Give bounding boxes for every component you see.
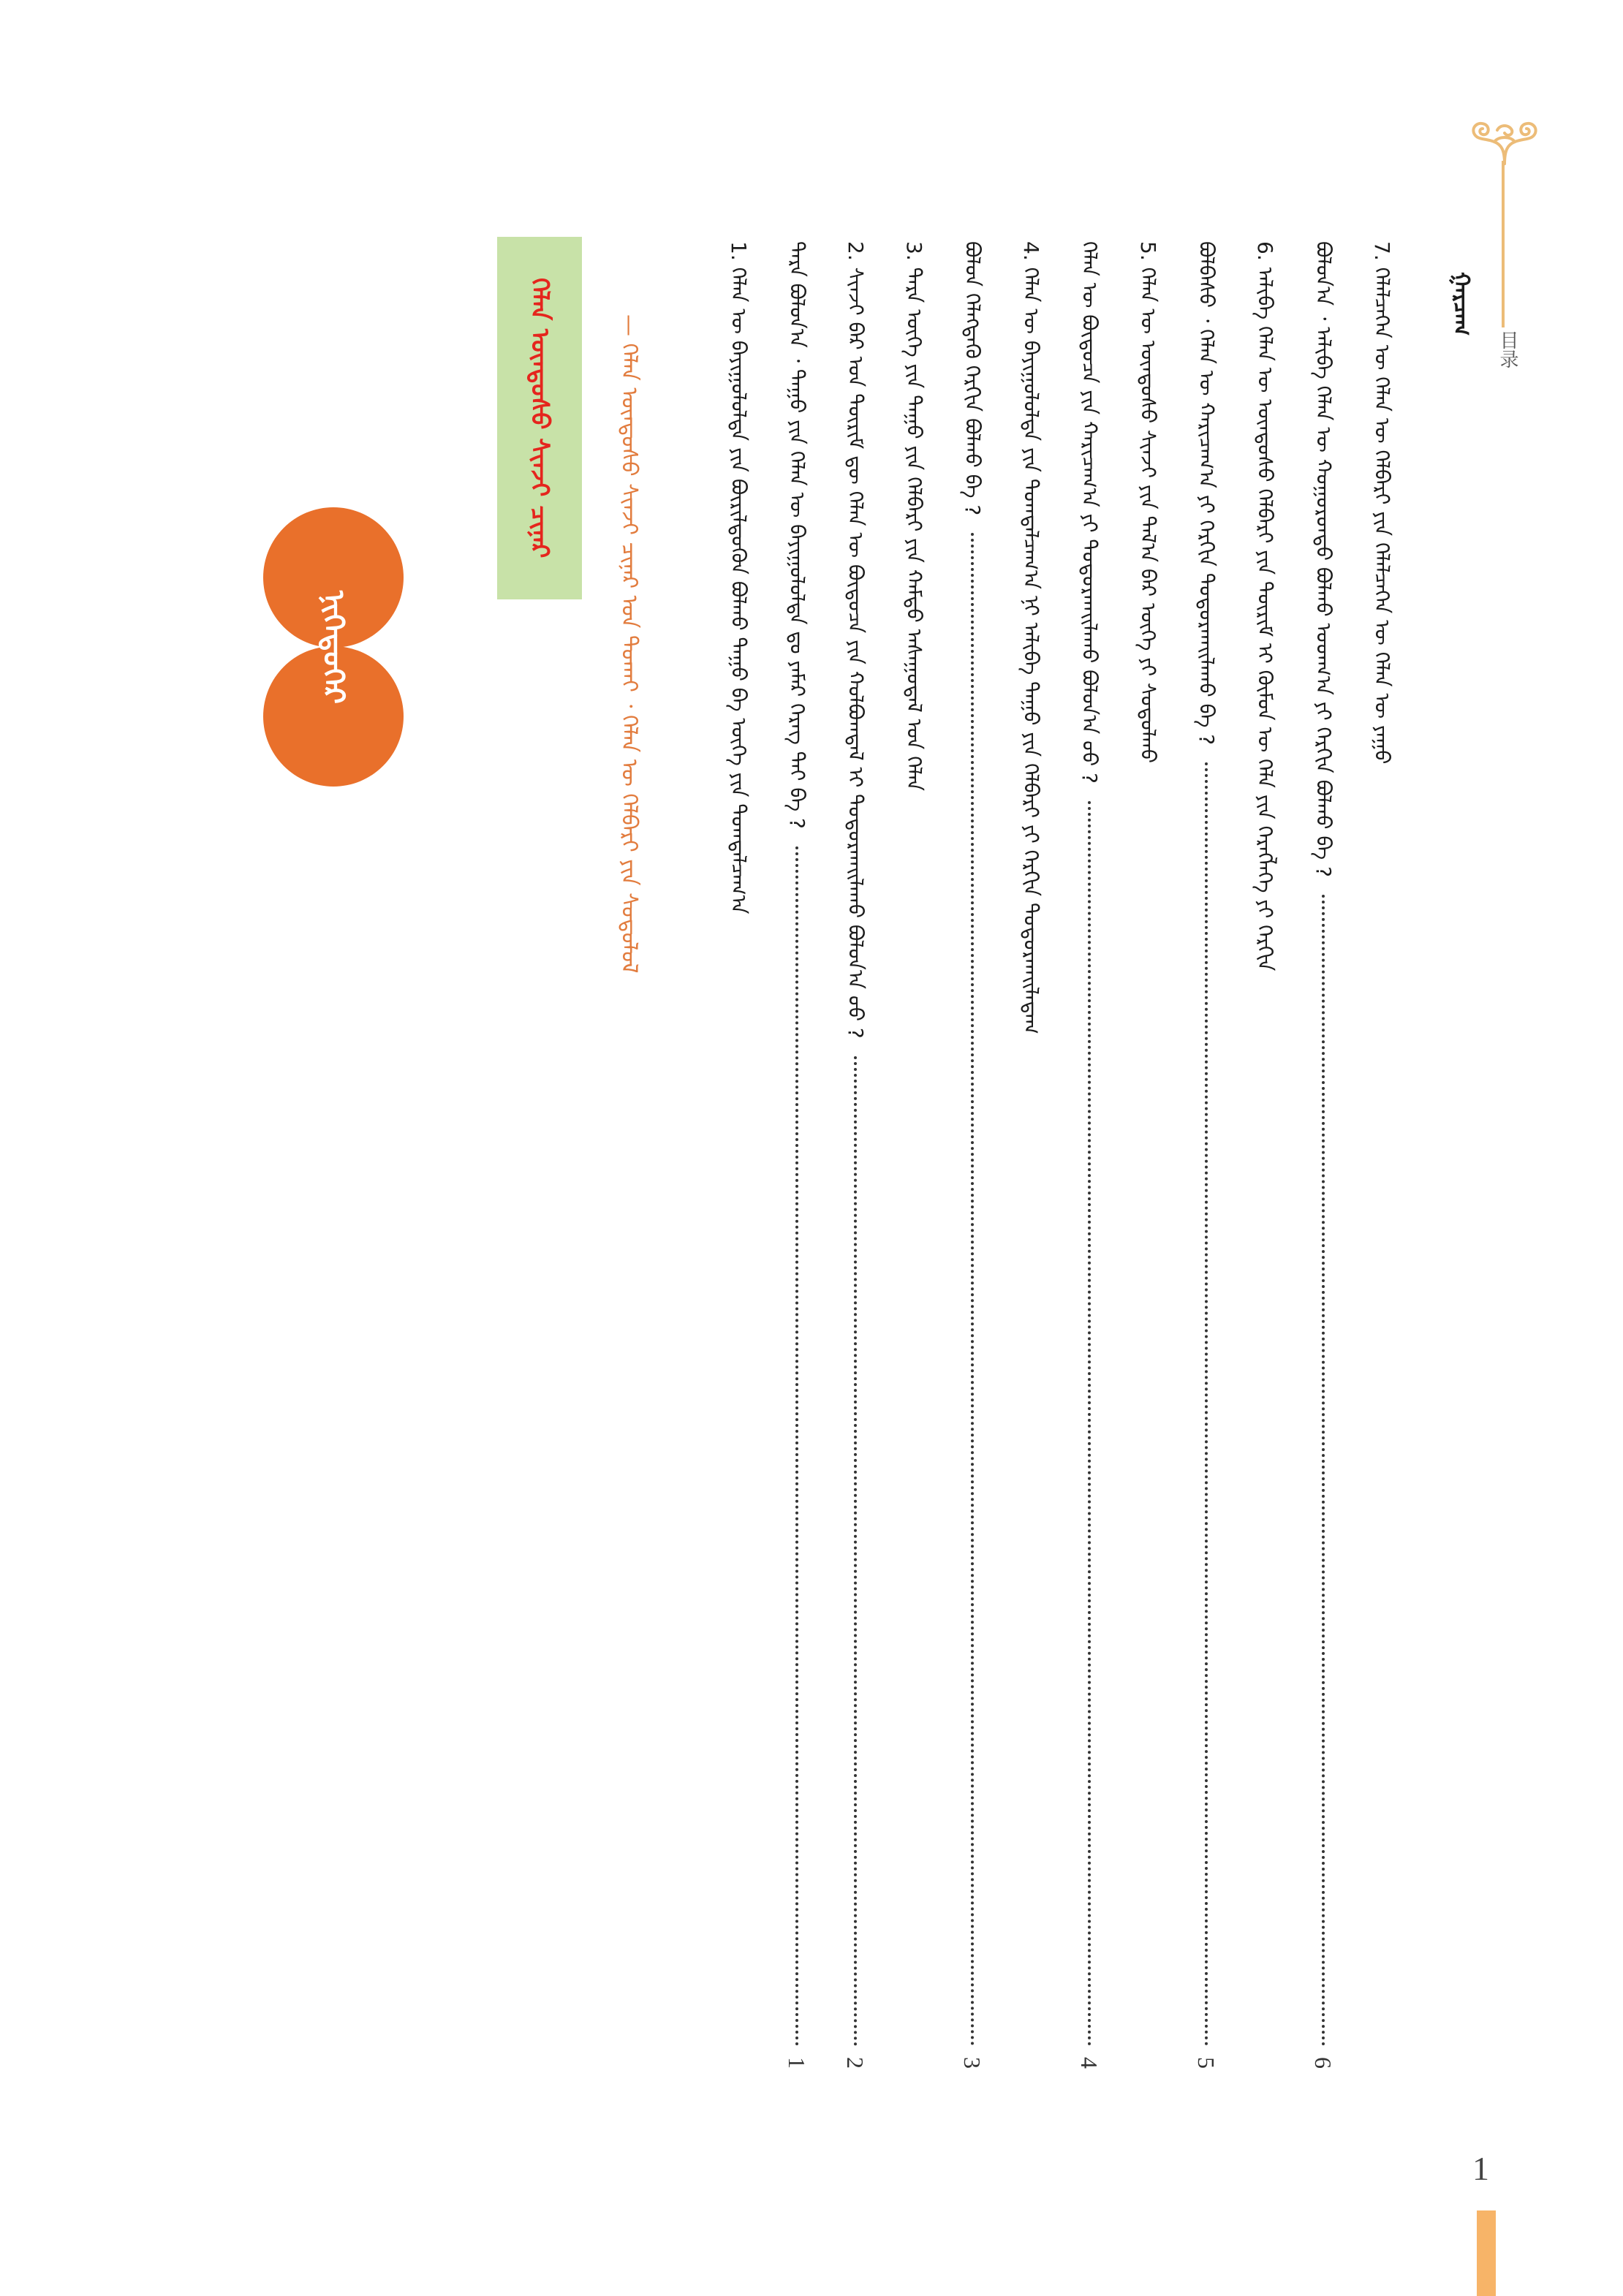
toc-dot-leader — [971, 533, 974, 2047]
toc-entry-5-continued[interactable] — [1192, 241, 1221, 2069]
toc-dot-leader — [795, 846, 798, 2047]
toc-dot-leader — [1322, 895, 1325, 2047]
toc-entry-1[interactable] — [724, 241, 753, 2069]
toc-entry-text: 1. ᠬᠡᠯᠡᠨ ᠦ ᠪᠠᠶᠢᠭᠤᠯᠤᠯᠳᠠ ᠶᠢᠨ ᠪᠦᠷᠢᠯᠳᠦᠬᠦᠨ ᠪᠣᠯᠬᠤ ᠳᠠᠭᠤ ᠪᠠ ᠦᠭᠡ ᠶᠢᠨ ᠲᠣᠭᠲᠠᠯᠴᠠᠭ᠎ᠠ — [727, 241, 751, 914]
toc-entry-6-continued[interactable] — [1309, 241, 1338, 2069]
toc-entry-4-continued[interactable] — [1075, 241, 1104, 2069]
toc-entry-3[interactable] — [899, 241, 928, 2069]
toc-entry-6[interactable] — [1250, 241, 1279, 2069]
gold-swirl-ornament-icon — [1465, 114, 1546, 165]
toc-page-number: 6 — [1310, 2057, 1336, 2069]
toc-page-number: 5 — [1193, 2057, 1219, 2069]
chapter-title: ᠬᠡᠯᠡᠨ ᠦᠨᠳᠦᠰᠦ ᠰᠢᠨᠵᠢ ᠴᠢᠨᠠᠷ — [525, 278, 554, 558]
chapter-title-box — [497, 237, 582, 599]
toc-entry-text: 2. ᠰᠢᠨᠵᠢ ᠪᠠᠷ ᠤᠨ ᠳᠦᠷᠢᠮ ᠳᠦ ᠬᠡᠯᠡᠨ ᠦ ᠪᠦᠲᠦᠴᠡ ᠶᠢᠨ ᠬᠣᠯᠪᠣᠭᠳᠠᠯ ᠢ ᠲᠣᠳᠤᠷᠬᠠᠢᠯᠠᠬᠤ ᠪᠣᠯᠤᠨ᠎ᠠ ᠤᠤ ? — [844, 241, 868, 1039]
toc-entry-text: ᠲᠡᠷᠡ ᠪᠣᠯᠤᠨ᠎ᠠ ᠂ ᠳᠠᠭᠤ ᠶᠢᠨ ᠬᠡᠯᠡᠨ ᠦ ᠪᠠᠶᠢᠭᠤᠯᠤᠯᠳᠠ ᠳᠤ ᠶᠠᠮᠠᠷ ᠬᠡᠷᠡᠭ ᠲᠡᠢ ᠪᠡ ? — [785, 241, 809, 829]
toc-entry-text: 4. ᠬᠡᠯᠡᠨ ᠦ ᠪᠠᠶᠢᠭᠤᠯᠤᠯᠳᠠ ᠶᠢᠨ ᠲᠣᠭᠲᠠᠯᠴᠠᠭ᠎ᠠ ᠨᠢ ᠠᠯᠢᠪᠠ ᠳᠠᠭᠤ ᠶᠢᠨ ᠬᠡᠯᠪᠡᠷᠢ ᠶᠢ ᠬᠡᠷᠬᠢᠨ ᠲᠣᠳᠤᠷᠬᠠᠢᠯᠠᠳᠠᠭ — [1019, 241, 1043, 1034]
toc-entry-text: 5. ᠬᠡᠯᠡᠨ ᠦ ᠦᠨᠳᠦᠰᠦ ᠰᠢᠨᠵᠢ ᠶᠢᠨ ᠲᠠᠯ᠎ᠠ ᠪᠠᠷ ᠦᠭᠡ ᠶᠢ ᠰᠤᠳᠤᠯᠬᠤ — [1136, 241, 1160, 763]
toc-entry-text: ᠪᠣᠯᠤᠨ ᠬᠡᠯᠡᠭᠳᠡᠬᠦ ᠬᠡᠷᠬᠢᠨ ᠪᠣᠯᠬᠤ ᠪᠡ ? — [961, 241, 985, 516]
toc-entry-4[interactable] — [1016, 241, 1045, 2069]
toc-page-number: 1 — [784, 2057, 810, 2069]
page-number: 1 — [1472, 2150, 1489, 2187]
toc-dot-leader — [1205, 762, 1208, 2047]
toc-entry-text: ᠪᠣᠯᠪᠠᠰᠤ ᠂ ᠬᠡᠯᠡᠨ ᠦ ᠬᠠᠷᠢᠴᠠᠭ᠎ᠠ ᠶᠢ ᠬᠡᠷᠬᠢᠨ ᠲᠣᠳᠤᠷᠬᠠᠢᠯᠠᠬᠤ ᠪᠡ ? — [1195, 241, 1219, 746]
toc-page-number: 4 — [1076, 2057, 1102, 2069]
header-divider-line — [1502, 161, 1505, 327]
badge-label-wrap — [263, 507, 404, 787]
toc-dot-leader — [854, 1056, 857, 2047]
header-chinese-title: 目录 — [1497, 330, 1518, 368]
badge-label: ᠨᠢᠭᠡᠳᠦᠭᠡᠷ — [317, 590, 350, 704]
toc-entry-text: ᠬᠡᠯᠡᠨ ᠦ ᠪᠦᠲᠦᠴᠡ ᠶᠢᠨ ᠬᠠᠷᠢᠴᠠᠭ᠎ᠠ ᠶᠢ ᠲᠣᠳᠤᠷᠬᠠᠢᠯᠠᠬᠤ ᠪᠣᠯᠤᠨ᠎ᠠ ᠤᠤ ? — [1078, 241, 1102, 784]
toc-page-number: 2 — [842, 2057, 869, 2069]
toc-entry-1-continued[interactable] — [782, 241, 812, 2069]
toc-dot-leader — [1088, 801, 1091, 2047]
toc-entry-7[interactable] — [1367, 241, 1396, 2069]
header-mongolian-title: ᠭᠠᠷᠴᠠᠭ — [1448, 272, 1474, 336]
toc-entry-text: 7. ᠬᠡᠯᠡᠯᠴᠡᠭᠡᠨ ᠦ ᠬᠡᠯᠡᠨ ᠦ ᠬᠡᠯᠪᠡᠷᠢ ᠶᠢᠨ ᠬᠡᠯᠡᠯᠴᠡᠭᠡᠨ ᠦ ᠬᠡᠯᠡᠨ ᠦ ᠶᠠᠭᠤ — [1370, 241, 1394, 765]
page-edge-tab — [1477, 2210, 1496, 2296]
toc-entry-text: 3. ᠲᠡᠷᠡ ᠦᠭᠡ ᠶᠢᠨ ᠳᠠᠭᠤ ᠶᠢᠨ ᠬᠡᠯᠪᠡᠷᠢ ᠶᠢᠨ ᠬᠠᠮᠲᠤ ᠠᠰᠠᠭᠤᠳᠠᠯ ᠤᠨ ᠬᠡᠯᠡᠨ — [902, 241, 926, 792]
chapter-subtitle: — ᠬᠡᠯᠡᠨ ᠦᠨᠳᠦᠰᠦ ᠰᠢᠨᠵᠢ ᠴᠢᠨᠠᠷ ᠤᠨ ᠲᠤᠬᠠᠢ ᠂ ᠬᠡᠯᠡᠨ ᠦ ᠬᠡᠯᠪᠡᠷᠢ ᠶᠢᠨ ᠰᠤᠳᠤᠯᠤᠯ — [616, 314, 642, 974]
toc-entry-2[interactable] — [841, 241, 870, 2069]
toc-page-number: 3 — [959, 2057, 985, 2069]
chapter-badge — [263, 507, 404, 787]
toc-entry-text: ᠪᠣᠯᠤᠨ᠎ᠠ ᠂ ᠠᠯᠢᠪᠠ ᠬᠡᠯᠡᠨ ᠦ ᠬᠣᠭᠣᠷᠣᠨᠳᠤ ᠪᠣᠯᠬᠤ ᠤᠳᠬ᠎ᠠ ᠶᠢ ᠬᠡᠷᠬᠢᠨ ᠪᠣᠯᠬᠤ ᠪᠡ ? — [1312, 241, 1336, 877]
toc-entry-3-continued[interactable] — [958, 241, 987, 2069]
toc-entry-text: 6. ᠠᠯᠢᠪᠠ ᠬᠡᠯᠡᠨ ᠦ ᠦᠨᠳᠦᠰᠦ ᠬᠡᠯᠪᠡᠷᠢ ᠶᠢᠨ ᠳᠦᠷᠢᠮ ᠢ ᠬᠦᠮᠦᠨ ᠦ ᠬᠡᠯᠡ ᠶᠢᠨ ᠬᠡᠷᠡᠭᠯᠡᠭᠡ ᠶᠢ ᠬᠡᠷᠬᠢᠨ — [1253, 241, 1277, 971]
toc-entry-5[interactable] — [1133, 241, 1162, 2069]
